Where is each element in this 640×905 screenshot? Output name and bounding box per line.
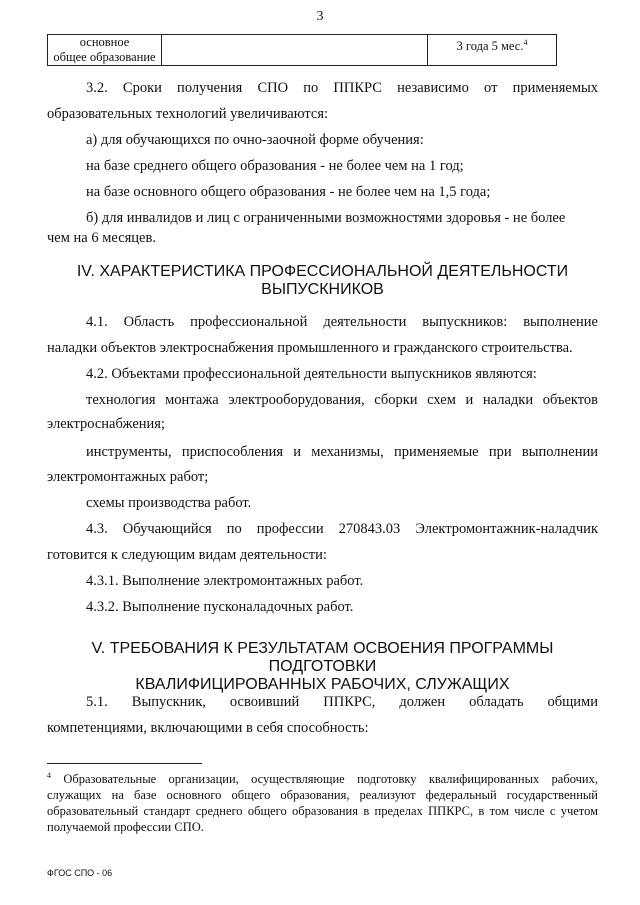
paragraph-4-2: 4.2. Объектами профессиональной деятельности выпускников являются: <box>86 366 537 382</box>
duration-value: 3 года 5 мес. <box>456 39 524 54</box>
cell-text-line: основное <box>79 35 130 49</box>
footnote-reference: 4 <box>523 38 528 47</box>
paragraph-technology-line2: электроснабжения; <box>47 416 165 432</box>
paragraph-3-2-line2: образовательных технологий увеличиваются: <box>47 106 329 122</box>
paragraph-disabilities-line1: б) для инвалидов и лиц с ограниченными возможностями здоровья - не более <box>86 210 566 226</box>
paragraph-4-3-line2: готовится к следующим видам деятельности: <box>47 547 327 563</box>
footnote <box>47 768 598 835</box>
heading-line: V. ТРЕБОВАНИЯ К РЕЗУЛЬТАТАМ ОСВОЕНИЯ ПРОГРАММЫ ПОДГОТОВКИ <box>91 640 554 675</box>
page-number: 3 <box>316 9 324 24</box>
paragraph-3-2-line1: 3.2. Сроки получения СПО по ППКРС независимо от применяемых <box>86 80 598 96</box>
paragraph-technology-line1: технология монтажа электрооборудования, сборки схем и наладки объектов <box>86 392 598 408</box>
table-row <box>48 35 557 66</box>
heading-line: IV. ХАРАКТЕРИСТИКА ПРОФЕССИОНАЛЬНОЙ ДЕЯТЕЛЬНОСТИ <box>76 263 569 280</box>
heading-line: ВЫПУСКНИКОВ <box>261 281 384 298</box>
footnote-separator <box>47 763 202 764</box>
paragraph-4-1-line2: наладки объектов электроснабжения промышленного и гражданского строительства. <box>47 340 573 356</box>
document-code: ФГОС СПО - 06 <box>47 868 113 878</box>
table-cell-duration <box>428 35 557 66</box>
footnote-mark: 4 <box>47 771 51 780</box>
footnote-text: Образовательные организации, осуществляющие подготовку квалифицированных рабочих, служащих на базе основного общего образования, реализуют федеральный государственный образовательный стандарт среднего общего образования в пределах ППКРС, в том числе с учетом получаемой профессии СПО. <box>47 772 598 835</box>
paragraph-part-time: а) для обучающихся по очно-заочной форме обучения: <box>86 132 424 148</box>
table-cell-education-level <box>48 35 162 66</box>
paragraph-5-1-line1: 5.1. Выпускник, освоивший ППКРС, должен обладать общими <box>86 694 598 710</box>
paragraph-secondary-base: на базе среднего общего образования - не более чем на 1 год; <box>86 158 464 174</box>
duration-table <box>47 34 557 66</box>
paragraph-4-3-line1: 4.3. Обучающийся по профессии 270843.03 Электромонтажник-наладчик <box>86 521 598 537</box>
paragraph-4-1-line1: 4.1. Область профессиональной деятельности выпускников: выполнение <box>86 314 598 330</box>
section-heading-iv <box>47 263 598 299</box>
paragraph-tools-line1: инструменты, приспособления и механизмы, применяемые при выполнении <box>86 444 598 460</box>
paragraph-basic-base: на базе основного общего образования - не более чем на 1,5 года; <box>86 184 491 200</box>
paragraph-disabilities-line2: чем на 6 месяцев. <box>47 230 156 246</box>
paragraph-5-1-line2: компетенциями, включающими в себя способность: <box>47 720 369 736</box>
cell-text-line: общее образование <box>53 50 156 64</box>
heading-line: КВАЛИФИЦИРОВАННЫХ РАБОЧИХ, СЛУЖАЩИХ <box>135 676 510 693</box>
table-cell-empty <box>162 35 428 66</box>
paragraph-schemes: схемы производства работ. <box>86 495 252 511</box>
paragraph-4-3-1: 4.3.1. Выполнение электромонтажных работ. <box>86 573 364 589</box>
paragraph-4-3-2: 4.3.2. Выполнение пусконаладочных работ. <box>86 599 354 615</box>
paragraph-tools-line2: электромонтажных работ; <box>47 469 209 485</box>
section-heading-v <box>47 640 598 694</box>
